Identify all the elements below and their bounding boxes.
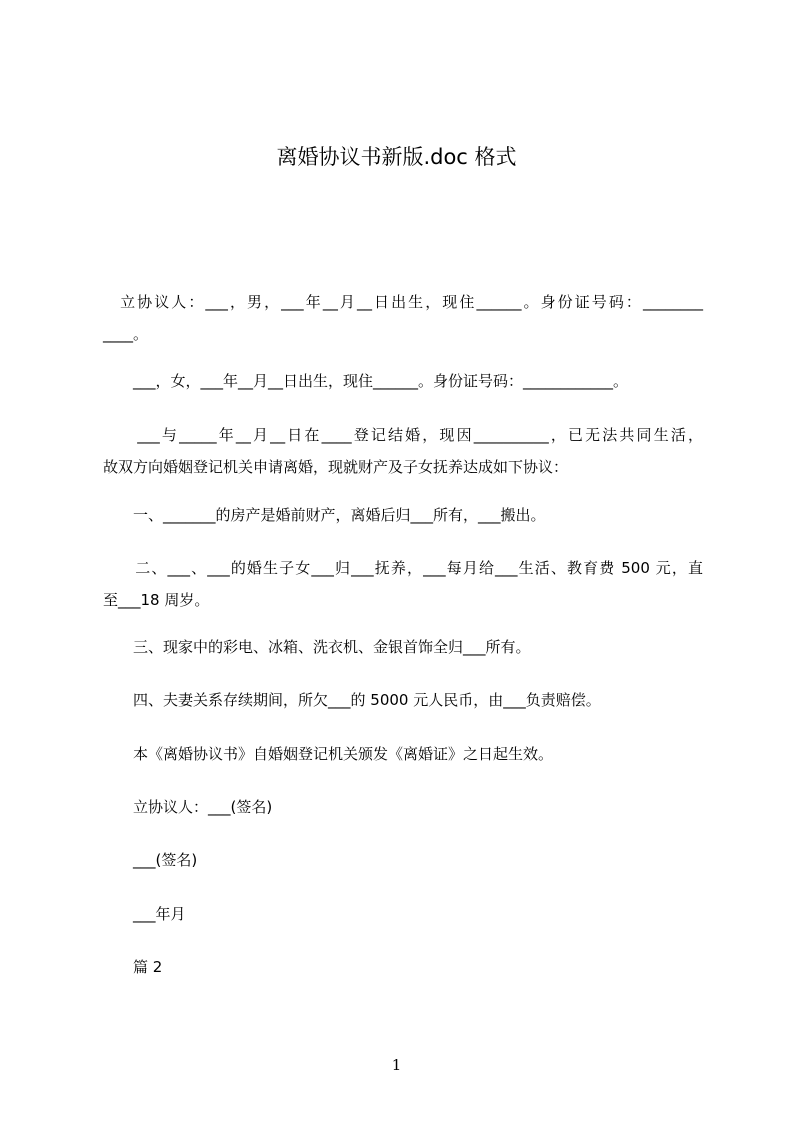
paragraph-line: 至___18 周岁。 — [103, 591, 210, 609]
paragraph-line: 四、夫妻关系存续期间，所欠___的 5000 元人民币，由___负责赔偿。 — [103, 691, 601, 709]
clause-four — [103, 684, 703, 716]
paragraph-line: ___年月 — [103, 905, 186, 923]
clause-one — [103, 499, 703, 531]
paragraph-line: 一、_______的房产是婚前财产，离婚后归___所有，___搬出。 — [103, 506, 546, 524]
paragraph-party-b — [103, 365, 703, 397]
paragraph-line: 二、___、___的婚生子女___归___抚养，___每月给___生活、教育费 500 元，直 — [103, 559, 703, 577]
document-title: 离婚协议书新版.doc 格式 — [276, 145, 517, 169]
paragraph-line: 篇 2 — [103, 958, 163, 976]
paragraph-line: 立协议人：___，男，___年__月__日出生，现住______。身份证号码：________ — [103, 293, 703, 311]
paragraph-line: ____。 — [103, 325, 149, 343]
paragraph-line: ___(签名) — [103, 851, 198, 869]
paragraph-line: ___与_____年__月__日在____登记结婚，现因__________，已无法共同生活， — [103, 426, 703, 444]
paragraph-line: ___，女，___年__月__日出生，现住______。身份证号码：____________。 — [103, 372, 629, 390]
section-heading-part-2 — [103, 951, 703, 983]
paragraph-line: 故双方向婚姻登记机关申请离婚，现就财产及子女抚养达成如下协议： — [103, 458, 569, 476]
paragraph-party-a — [103, 286, 703, 350]
clause-two — [103, 552, 703, 616]
date-line — [103, 898, 703, 930]
paragraph-marriage — [103, 419, 703, 483]
paragraph-line: 立协议人：___(签名) — [103, 798, 273, 816]
clause-three — [103, 631, 703, 663]
page-number: 1 — [391, 1056, 402, 1074]
signature-party-a — [103, 791, 703, 823]
paragraph-line: 三、现家中的彩电、冰箱、洗衣机、金银首饰全归___所有。 — [103, 638, 531, 656]
effective-statement — [103, 738, 703, 770]
signature-party-b — [103, 844, 703, 876]
paragraph-line: 本《离婚协议书》自婚姻登记机关颁发《离婚证》之日起生效。 — [103, 745, 554, 763]
